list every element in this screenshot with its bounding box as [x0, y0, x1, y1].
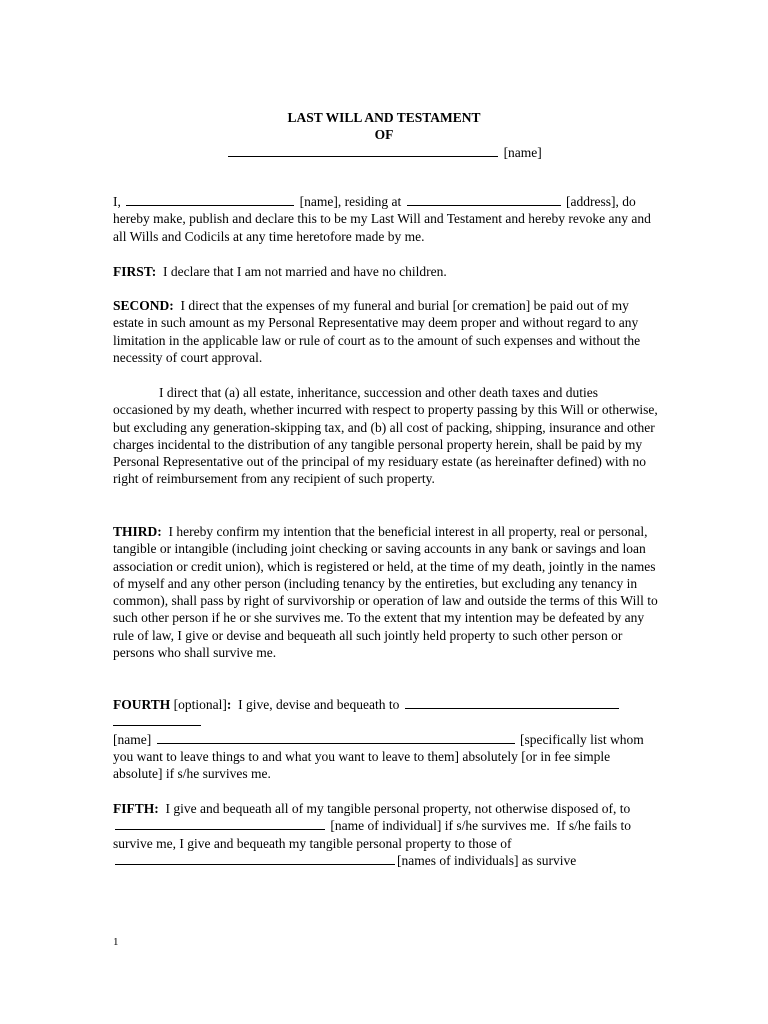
- address-blank[interactable]: [407, 193, 561, 206]
- intro-address-label: [address], do: [565, 194, 636, 209]
- fourth-colon: :: [226, 697, 232, 712]
- fifth-lead: I give and bequeath all of my tangible personal property, not otherwise disposed of, to: [165, 801, 631, 816]
- beneficiary-blank-continued[interactable]: [113, 713, 201, 726]
- article-fourth: [113, 696, 658, 782]
- fifth-mid: If s/he fails to survive me, I give and bequeath my tangible personal property to those of: [113, 818, 632, 851]
- fourth-name-label: [name]: [113, 731, 152, 747]
- second-heading: SECOND:: [113, 298, 174, 313]
- name-label: [name]: [503, 145, 542, 160]
- document-title: LAST WILL AND TESTAMENT: [287, 110, 481, 125]
- first-text: I declare that I am not married and have no children.: [163, 264, 447, 279]
- fourth-heading: FOURTH: [113, 697, 171, 712]
- intro-paragraph: [113, 193, 658, 245]
- article-third: [113, 523, 658, 661]
- testator-name-blank[interactable]: [126, 193, 294, 206]
- document-title-of: OF: [374, 127, 394, 142]
- second-text: I direct that the expenses of my funeral and burial [or cremation] be paid out of my estate in such amount as my Personal Representative may deem proper and without regard to any limitation in the applicable law or rule of court as to the amount of such expenses and without the necessity of court approval.: [113, 298, 641, 365]
- article-first: [113, 263, 658, 280]
- article-fifth: [113, 800, 658, 869]
- intro-text: hereby make, publish and declare this to be my Last Will and Testament and hereby revoke any and all Wills and Codicils at any time heretofore made by me.: [113, 211, 651, 244]
- intro-lead: I,: [113, 194, 121, 209]
- third-text: I hereby confirm my intention that the beneficial interest in all property, real or personal, tangible or intangible (including joint checking or saving accounts in any bank or savings and loan association or credit union), which is registered or held, at the time of my death, jointly in the names of myself and any other person (including tenancy by the entireties, but excluding any tenancy in common), shall pass by right of survivorship or operation of law and outside the terms of this Will to such other person if he or she survives me. To the extent that my intention may be defeated by any rule of law, I give or devise and bequeath all such jointly held property to such other person or persons who shall survive me.: [113, 524, 658, 661]
- fifth-heading: FIFTH:: [113, 801, 159, 816]
- fifth-individuals-label: [names of individuals] as survive: [397, 852, 577, 868]
- taxes-paragraph: [113, 384, 658, 488]
- beneficiary-blank[interactable]: [405, 696, 619, 709]
- name-blank[interactable]: [228, 144, 498, 157]
- fourth-text: [specifically list whom you want to leave things to and what you want to leave to them] absolutely [or in fee simple absolute] if s/he survives me.: [113, 731, 644, 782]
- page-number: 1: [113, 936, 119, 948]
- taxes-text: I direct that (a) all estate, inheritance, succession and other death taxes and duties occasioned by my death, whether incurred with respect to property passing by this Will or otherwise, but excluding any generation-skipping tax, and (b) all cost of packing, shipping, insurance and other charges incidental to the distribution of any tangible personal property herein, shall be paid by my Personal Representative out of the principal of my residuary estate (as hereinafter defined) with no right of reimbursement from any recipient of such property.: [113, 385, 658, 487]
- fourth-optional: [optional]: [173, 697, 227, 712]
- testator-name-line: [0, 144, 768, 161]
- individual-blank[interactable]: [115, 817, 325, 830]
- intro-name-label: [name], residing at: [299, 194, 402, 209]
- fourth-lead: I give, devise and bequeath to: [238, 697, 400, 712]
- third-heading: THIRD:: [113, 524, 162, 539]
- bequest-description-blank[interactable]: [157, 731, 515, 744]
- individuals-blank[interactable]: [115, 852, 395, 865]
- fifth-individual-label: [name of individual] if s/he survives me.: [330, 818, 550, 834]
- article-second: [113, 297, 658, 366]
- first-heading: FIRST:: [113, 264, 157, 279]
